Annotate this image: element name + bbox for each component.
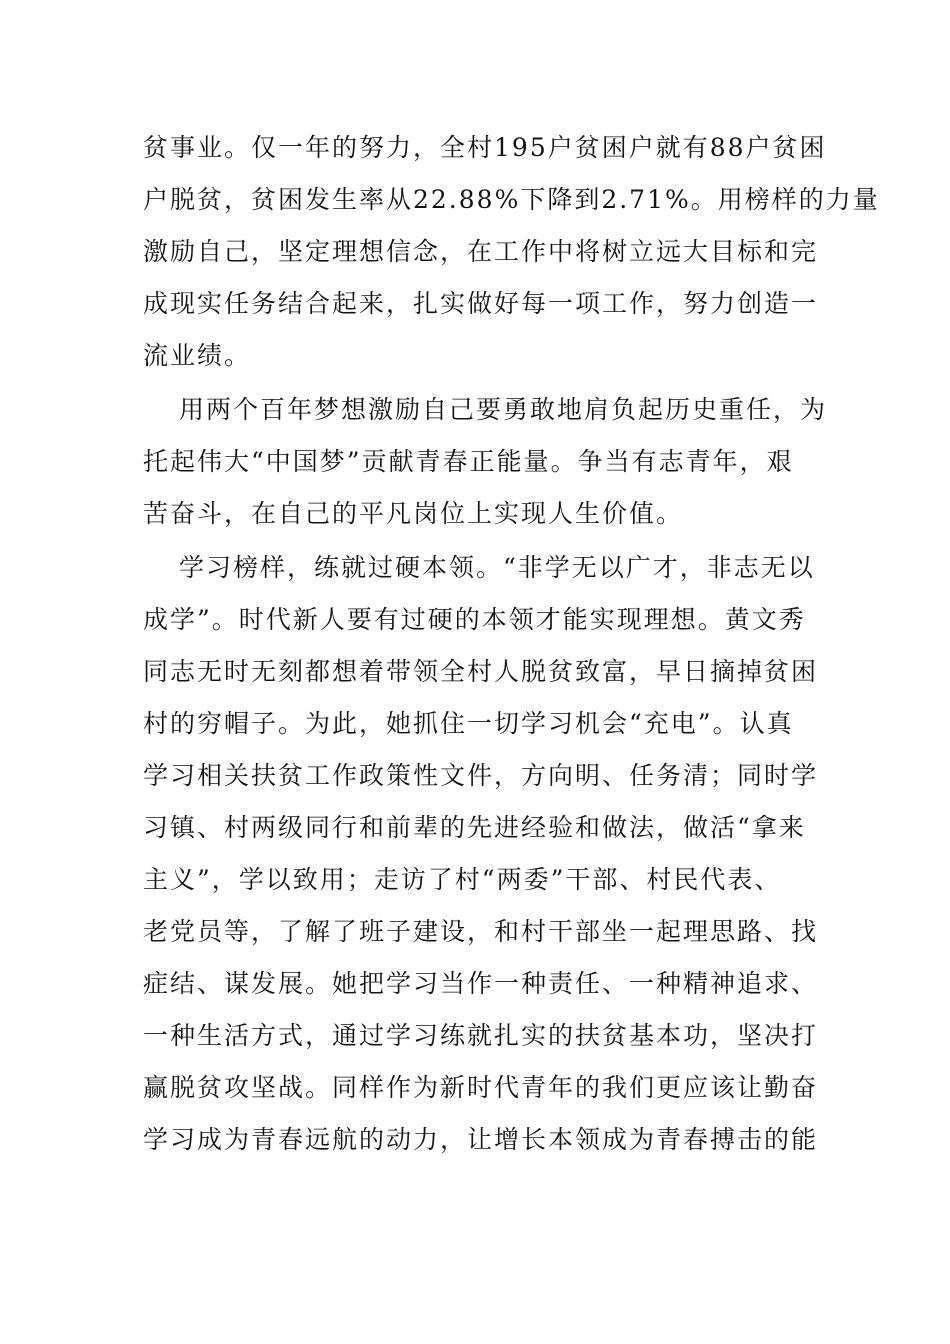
paragraph-3 <box>143 546 819 1170</box>
text-line: 户脱贫，贫困发生率从22.88%下降到2.71%。用榜样的力量 <box>143 185 880 214</box>
text-line: 学习相关扶贫工作政策性文件，方向明、任务清；同时学 <box>143 761 819 790</box>
text-line: 同志无时无刻都想着带领全村人脱贫致富，早日摘掉贫困 <box>143 657 819 686</box>
text-line: 用两个百年梦想激励自己要勇敢地肩负起历史重任，为 <box>179 395 828 424</box>
text-line: 村的穷帽子。为此，她抓住一切学习机会“充电”。认真 <box>143 709 794 738</box>
text-line: 成学”。时代新人要有过硬的本领才能实现理想。黄文秀 <box>143 605 806 634</box>
text-line: 症结、谋发展。她把学习当作一种责任、一种精神追求、 <box>143 969 819 998</box>
text-line: 学习成为青春远航的动力，让增长本领成为青春搏击的能 <box>143 1125 819 1154</box>
text-line: 成现实任务结合起来，扎实做好每一项工作，努力创造一 <box>143 289 819 318</box>
text-line: 一种生活方式，通过学习练就扎实的扶贫基本功，坚决打 <box>143 1021 819 1050</box>
text-line: 习镇、村两级同行和前辈的先进经验和做法，做活“拿来 <box>143 813 806 842</box>
text-line: 赢脱贫攻坚战。同样作为新时代青年的我们更应该让勤奋 <box>143 1073 819 1102</box>
text-line: 贫事业。仅一年的努力，全村195户贫困户就有88户贫困 <box>143 133 827 162</box>
text-line: 激励自己，坚定理想信念，在工作中将树立远大目标和完 <box>143 237 819 266</box>
text-line: 流业绩。 <box>143 341 252 370</box>
text-line: 老党员等，了解了班子建设，和村干部坐一起理思路、找 <box>143 917 819 946</box>
document-body <box>143 126 880 1170</box>
text-line: 托起伟大“中国梦”贡献青春正能量。争当有志青年，艰 <box>143 447 794 476</box>
paragraph-2 <box>143 388 828 544</box>
text-line: 主义”，学以致用；走访了村“两委”干部、村民代表、 <box>143 865 782 894</box>
paragraph-1 <box>143 126 880 386</box>
text-line: 学习榜样，练就过硬本领。“非学无以广才，非志无以 <box>179 553 815 582</box>
text-line: 苦奋斗，在自己的平凡岗位上实现人生价值。 <box>143 499 684 528</box>
